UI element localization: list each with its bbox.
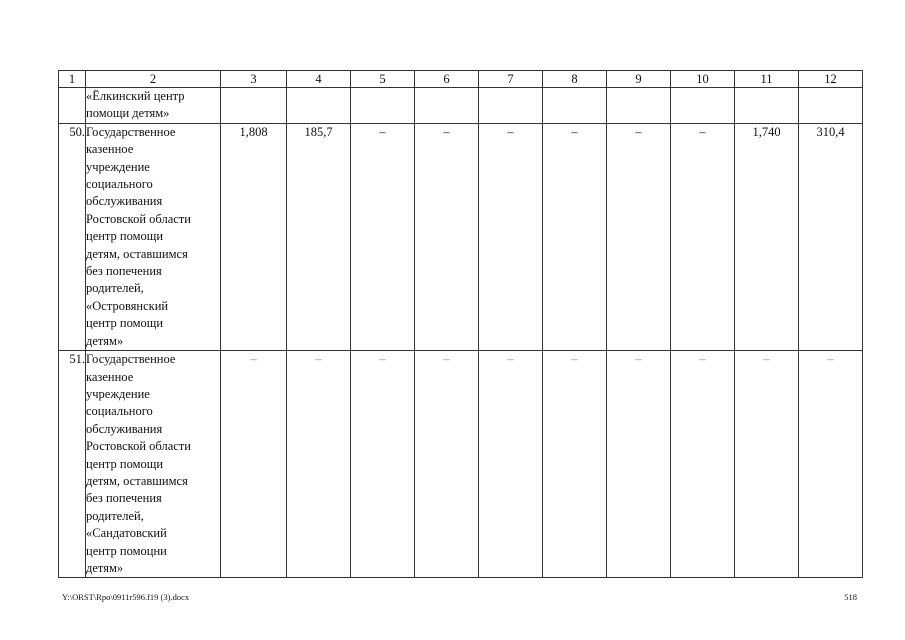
column-header: 12 (799, 71, 863, 88)
institution-name: Государственное казенное учреждение социального обслуживания Ростовской области центр помощи детям, оставшимся без попечения родителей, «Островянский центр помощи детям» (86, 123, 221, 350)
page-number: 518 (844, 592, 857, 602)
data-table (58, 70, 863, 578)
column-header: 4 (287, 71, 351, 88)
row-number: 50. (59, 123, 86, 350)
table-cell (671, 88, 735, 124)
column-header: 9 (607, 71, 671, 88)
table-cell (479, 88, 543, 124)
table-cell (735, 88, 799, 124)
table-cell: – (671, 123, 735, 350)
column-header: 2 (86, 71, 221, 88)
table-cell: 310,4 (799, 123, 863, 350)
table-row (59, 351, 863, 578)
table-cell (221, 88, 287, 124)
institution-name: «Ёлкинский центр помощи детям» (86, 88, 221, 124)
document-path: Y:\ORST\Rpo\0911r596.f19 (3).docx (62, 592, 190, 602)
table-cell: – (607, 123, 671, 350)
table-cell (287, 88, 351, 124)
table-cell: – (799, 351, 863, 578)
table-cell: – (221, 351, 287, 578)
table-cell (415, 88, 479, 124)
column-header: 11 (735, 71, 799, 88)
table-cell: – (735, 351, 799, 578)
column-header: 10 (671, 71, 735, 88)
table-cell (607, 88, 671, 124)
table-row (59, 88, 863, 124)
row-number: 51. (59, 351, 86, 578)
table-cell: – (479, 351, 543, 578)
column-header: 6 (415, 71, 479, 88)
row-number (59, 88, 86, 124)
table-cell (351, 88, 415, 124)
column-header: 5 (351, 71, 415, 88)
table-cell (543, 88, 607, 124)
column-header: 3 (221, 71, 287, 88)
table-cell: 185,7 (287, 123, 351, 350)
column-header: 8 (543, 71, 607, 88)
table-cell: 1,740 (735, 123, 799, 350)
table-cell: – (543, 351, 607, 578)
table-row (59, 123, 863, 350)
table-cell: – (671, 351, 735, 578)
table-cell: – (415, 351, 479, 578)
table-cell: – (351, 123, 415, 350)
column-header: 1 (59, 71, 86, 88)
institution-name: Государственное казенное учреждение социального обслуживания Ростовской области центр помощи детям, оставшимся без попечения родителей, «Сандатовский центр помоцни детям» (86, 351, 221, 578)
column-header: 7 (479, 71, 543, 88)
table-cell: – (543, 123, 607, 350)
table-cell: – (351, 351, 415, 578)
table-cell: – (607, 351, 671, 578)
table-cell: – (287, 351, 351, 578)
table-cell: 1,808 (221, 123, 287, 350)
header-row (59, 71, 863, 88)
table-cell (799, 88, 863, 124)
table-cell: – (415, 123, 479, 350)
table-cell: – (479, 123, 543, 350)
